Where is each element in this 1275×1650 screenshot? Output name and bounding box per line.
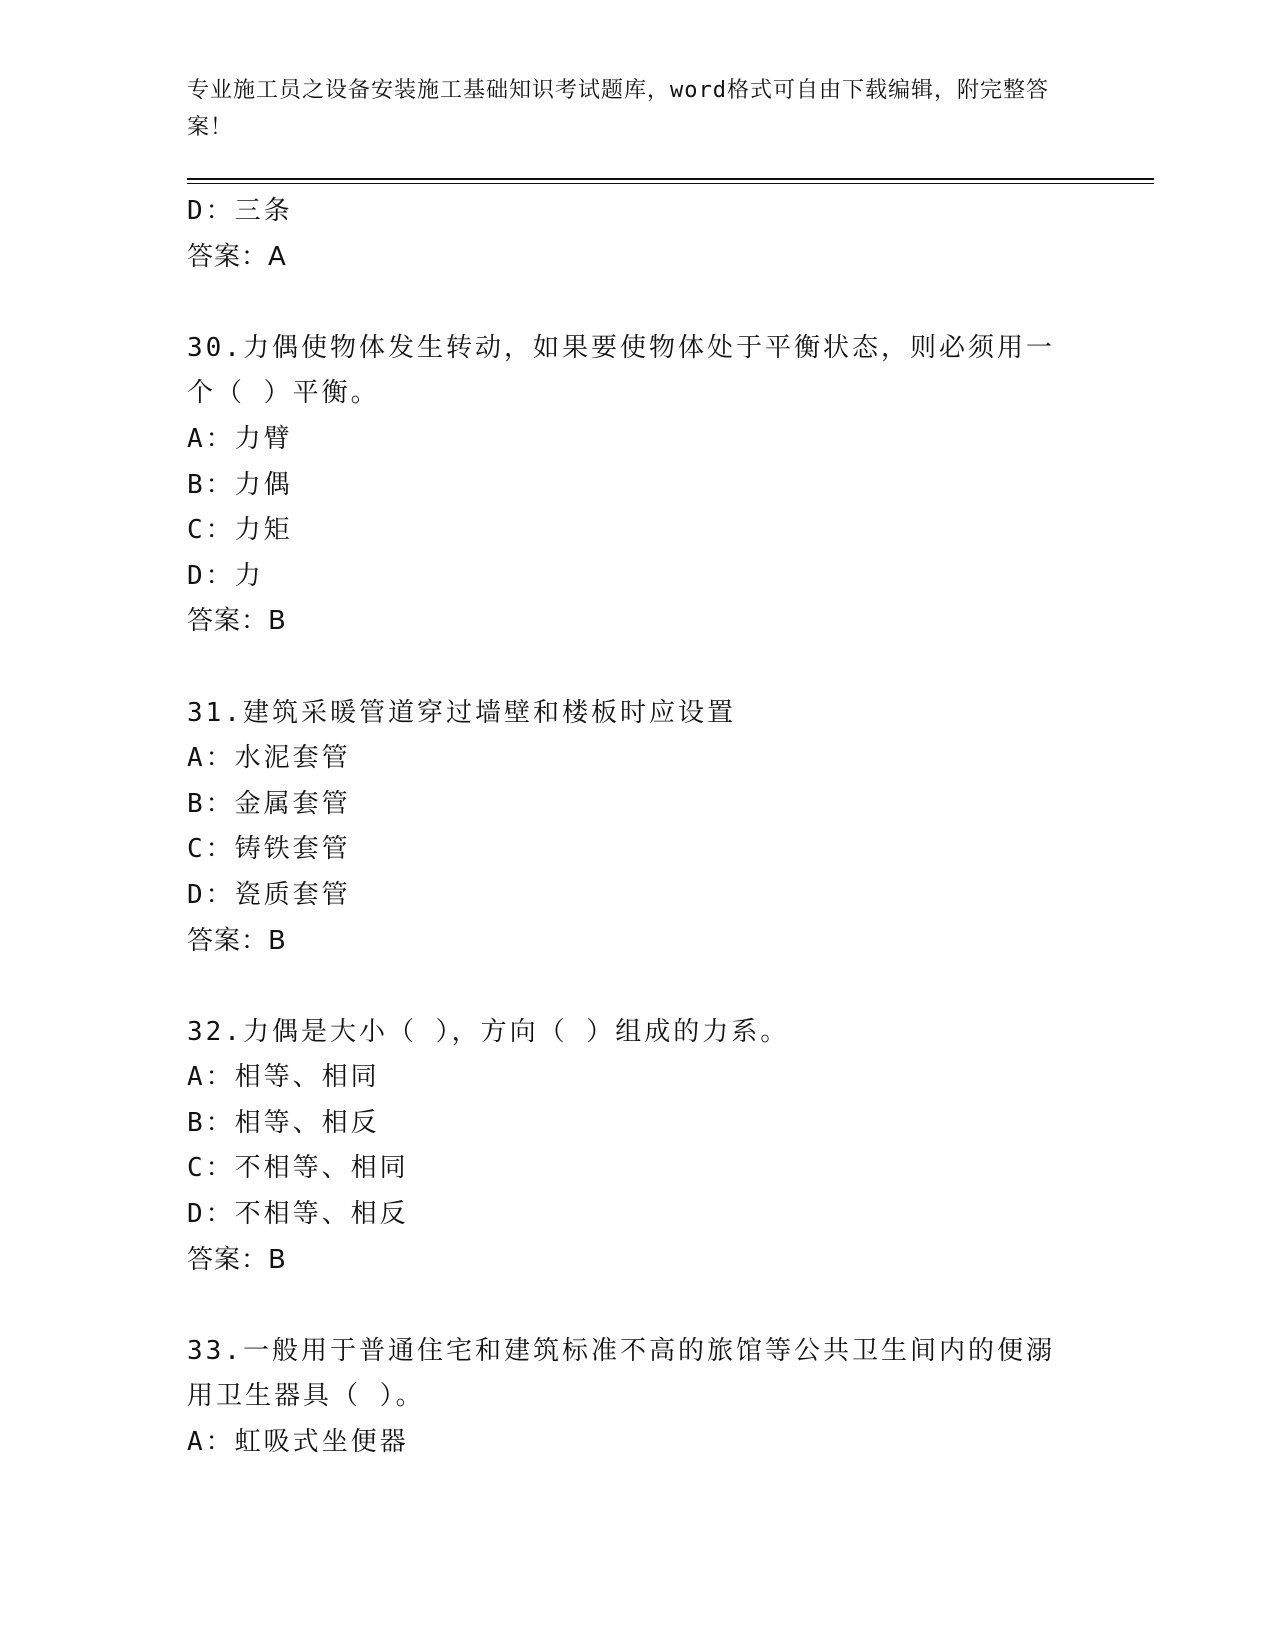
spacer xyxy=(187,280,1087,326)
question-list xyxy=(187,189,1087,1466)
option-b: B：金属套管 xyxy=(187,788,351,819)
option-b: B：相等、相反 xyxy=(187,1107,380,1138)
option-b: B：力偶 xyxy=(187,469,293,500)
question-block-31 xyxy=(187,691,1087,965)
option-d: D：瓷质套管 xyxy=(187,879,351,910)
answer-line: 答案：B xyxy=(187,606,287,637)
option-c: C：力矩 xyxy=(187,515,293,546)
question-block-29 xyxy=(187,189,1087,280)
option-c: C：铸铁套管 xyxy=(187,834,351,865)
answer-line: 答案：B xyxy=(187,1244,287,1275)
document-header: 专业施工员之设备安装施工基础知识考试题库，word格式可自由下载编辑，附完整答案！ xyxy=(187,78,1049,140)
option-d: D：力 xyxy=(187,560,264,591)
question-text: 31.建筑采暖管道穿过墙壁和楼板时应设置 xyxy=(187,697,736,728)
answer-line: 答案：A xyxy=(187,241,287,272)
option-a: A：水泥套管 xyxy=(187,743,351,774)
header-rule-thick xyxy=(187,178,1154,180)
spacer xyxy=(187,1283,1087,1329)
option-d: D：不相等、相反 xyxy=(187,1199,409,1230)
question-block-33 xyxy=(187,1329,1087,1466)
spacer xyxy=(187,645,1087,691)
option-d: D：三条 xyxy=(187,196,293,226)
option-a: A：相等、相同 xyxy=(187,1062,380,1093)
question-text: 30.力偶使物体发生转动，如果要使物体处于平衡状态，则必须用一个（ ）平衡。 xyxy=(187,332,1055,409)
option-c: C：不相等、相同 xyxy=(187,1153,409,1184)
option-a: A：力臂 xyxy=(187,423,293,454)
option-a: A：虹吸式坐便器 xyxy=(187,1427,409,1458)
question-text: 32.力偶是大小（ ），方向（ ）组成的力系。 xyxy=(187,1016,790,1047)
spacer xyxy=(187,964,1087,1010)
answer-line: 答案：B xyxy=(187,925,287,956)
question-block-30 xyxy=(187,326,1087,645)
question-text: 33.一般用于普通住宅和建筑标准不高的旅馆等公共卫生间内的便溺用卫生器具（ ）。 xyxy=(187,1335,1055,1412)
header-rule-thin xyxy=(187,183,1154,184)
question-block-32 xyxy=(187,1010,1087,1284)
